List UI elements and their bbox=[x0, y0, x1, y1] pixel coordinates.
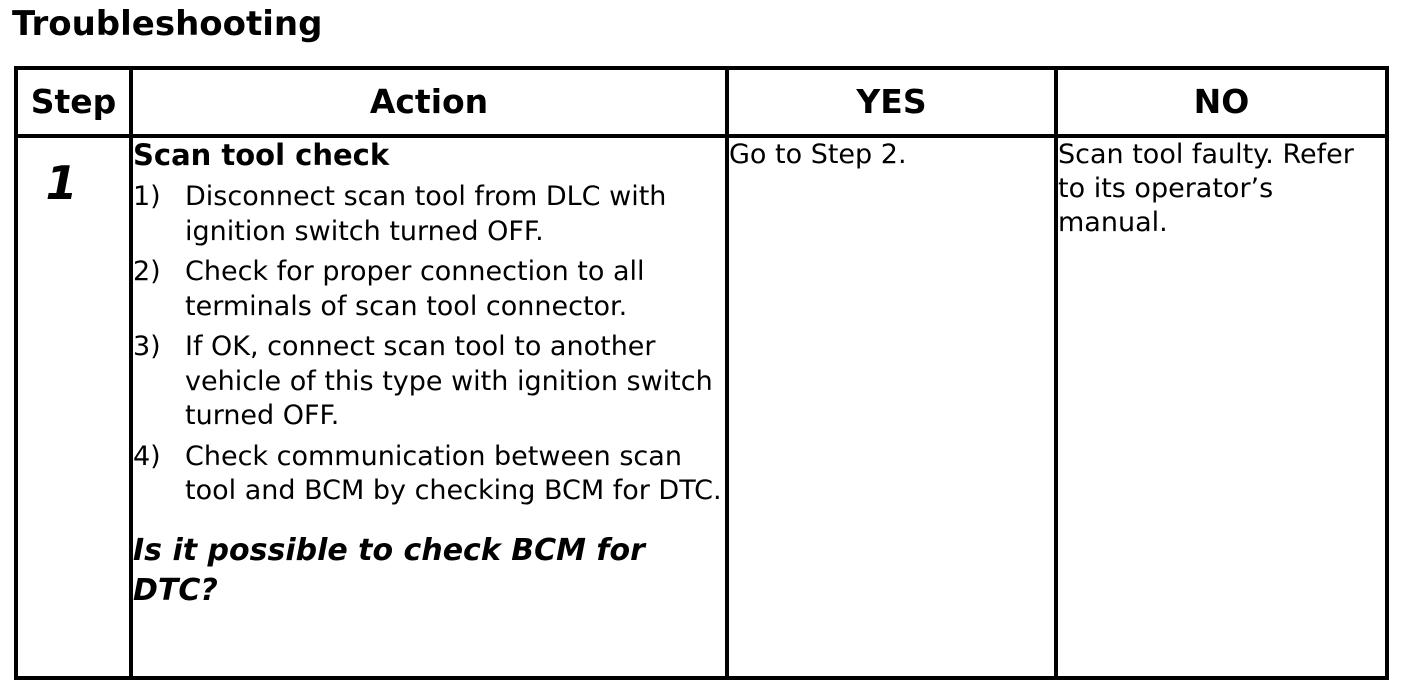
action-step-text: Disconnect scan tool from DLC with ignition switch turned OFF. bbox=[185, 181, 667, 247]
action-step-number: 3) bbox=[133, 331, 161, 362]
header-no: NO bbox=[1056, 68, 1387, 136]
no-cell: Scan tool faulty. Refer to its operator’s manual. bbox=[1056, 136, 1387, 678]
troubleshooting-table bbox=[14, 66, 1389, 680]
action-step-text: Check for proper connection to all terminals of scan tool connector. bbox=[185, 256, 645, 322]
action-steps-list bbox=[133, 180, 725, 509]
yes-cell: Go to Step 2. bbox=[727, 136, 1056, 678]
table-header-row bbox=[16, 68, 1387, 136]
action-step-number: 4) bbox=[133, 440, 161, 472]
action-step-number: 1) bbox=[133, 181, 161, 212]
action-question: Is it possible to check BCM for DTC? bbox=[133, 532, 645, 608]
table-row bbox=[16, 136, 1387, 678]
step-cell bbox=[16, 136, 131, 678]
action-step-number: 2) bbox=[133, 256, 161, 287]
action-step-item bbox=[133, 255, 725, 324]
action-step-item bbox=[133, 440, 725, 509]
page-title: Troubleshooting bbox=[12, 4, 323, 44]
action-step-item bbox=[133, 330, 725, 434]
header-action: Action bbox=[131, 68, 727, 136]
step-number: 1 bbox=[45, 156, 78, 210]
action-step-item bbox=[133, 180, 725, 249]
header-yes: YES bbox=[727, 68, 1056, 136]
action-step-text: Check communication between scan tool and BCM by checking BCM for DTC. bbox=[185, 440, 722, 506]
action-cell bbox=[131, 136, 727, 678]
action-title: Scan tool check bbox=[133, 138, 390, 172]
action-step-text: If OK, connect scan tool to another vehicle of this type with ignition switch turned OFF. bbox=[185, 331, 713, 431]
header-step: Step bbox=[16, 68, 131, 136]
